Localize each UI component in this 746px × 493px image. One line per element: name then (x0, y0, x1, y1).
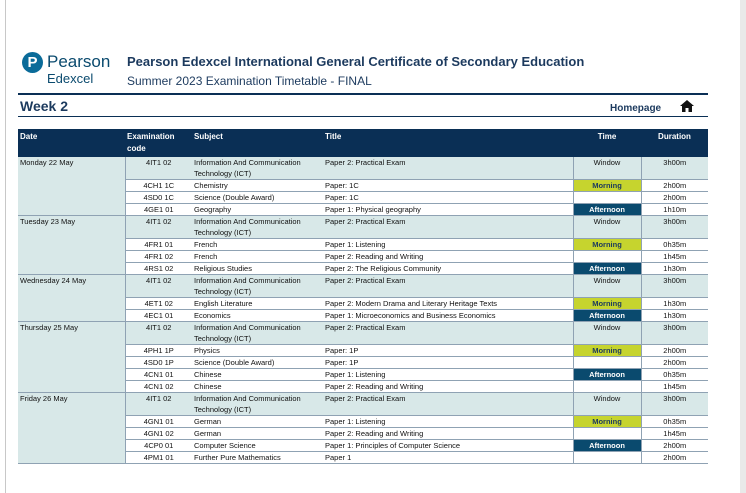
cell-date: Wednesday 24 May (18, 275, 125, 322)
cell-title: Paper: 1C (323, 180, 573, 192)
col-subject: Subject (192, 129, 323, 157)
cell-time (573, 381, 641, 393)
cell-code: 4GE1 01 (125, 204, 192, 216)
cell-title: Paper 2: Reading and Writing (323, 428, 573, 440)
table-header (18, 129, 708, 157)
document-title: Pearson Edexcel International General Certificate of Secondary Education (127, 54, 585, 69)
cell-time: Window (573, 322, 641, 345)
header-rule (18, 93, 708, 95)
cell-code: 4IT1 02 (125, 322, 192, 345)
cell-date: Monday 22 May (18, 157, 125, 216)
cell-title: Paper 1 (323, 452, 573, 464)
pearson-logo-mark: P (22, 52, 43, 73)
cell-time: Morning (573, 180, 641, 192)
cell-time: Afternoon (573, 440, 641, 452)
cell-subject: Science (Double Award) (192, 192, 323, 204)
cell-duration: 1h45m (641, 381, 708, 393)
cell-subject: German (192, 428, 323, 440)
table-row (18, 157, 708, 180)
cell-time: Morning (573, 298, 641, 310)
col-date: Date (18, 129, 125, 157)
cell-code: 4CP0 01 (125, 440, 192, 452)
cell-title: Paper: 1P (323, 357, 573, 369)
col-title: Title (323, 129, 573, 157)
cell-duration: 2h00m (641, 440, 708, 452)
cell-code: 4FR1 01 (125, 239, 192, 251)
cell-subject: Information And Communication Technology (ICT) (192, 216, 323, 239)
cell-duration: 2h00m (641, 345, 708, 357)
cell-title: Paper 2: Practical Exam (323, 157, 573, 180)
cell-time: Afternoon (573, 263, 641, 275)
cell-subject: French (192, 251, 323, 263)
cell-time (573, 452, 641, 464)
cell-code: 4SD0 1P (125, 357, 192, 369)
cell-duration: 2h00m (641, 452, 708, 464)
cell-time: Afternoon (573, 204, 641, 216)
cell-subject: Chemistry (192, 180, 323, 192)
cell-code: 4PM1 01 (125, 452, 192, 464)
cell-code: 4RS1 02 (125, 263, 192, 275)
cell-time: Morning (573, 345, 641, 357)
cell-date: Thursday 25 May (18, 322, 125, 393)
cell-code: 4IT1 02 (125, 216, 192, 239)
cell-duration: 0h35m (641, 239, 708, 251)
table-row (18, 216, 708, 239)
cell-duration: 3h00m (641, 157, 708, 180)
cell-title: Paper 1: Physical geography (323, 204, 573, 216)
timetable (18, 129, 708, 464)
cell-duration: 3h00m (641, 275, 708, 298)
page-right-edge (740, 0, 746, 493)
logo-name: Pearson (47, 52, 111, 71)
cell-time (573, 357, 641, 369)
cell-duration: 0h35m (641, 416, 708, 428)
cell-title: Paper 2: Modern Drama and Literary Heritage Texts (323, 298, 573, 310)
cell-duration: 2h00m (641, 192, 708, 204)
cell-code: 4IT1 02 (125, 393, 192, 416)
cell-duration: 1h30m (641, 263, 708, 275)
week-heading: Week 2 (20, 98, 68, 114)
cell-subject: English Literature (192, 298, 323, 310)
cell-subject: Information And Communication Technology (ICT) (192, 275, 323, 298)
cell-subject: Geography (192, 204, 323, 216)
cell-subject: Science (Double Award) (192, 357, 323, 369)
cell-code: 4CN1 02 (125, 381, 192, 393)
cell-date: Tuesday 23 May (18, 216, 125, 275)
cell-time: Window (573, 157, 641, 180)
table-row (18, 393, 708, 416)
cell-time: Afternoon (573, 310, 641, 322)
cell-subject: Computer Science (192, 440, 323, 452)
cell-time: Window (573, 393, 641, 416)
cell-duration: 1h10m (641, 204, 708, 216)
cell-subject: Information And Communication Technology (ICT) (192, 157, 323, 180)
cell-duration: 1h45m (641, 251, 708, 263)
cell-code: 4IT1 02 (125, 157, 192, 180)
cell-title: Paper 2: Reading and Writing (323, 251, 573, 263)
cell-code: 4CN1 01 (125, 369, 192, 381)
cell-code: 4ET1 02 (125, 298, 192, 310)
cell-subject: Further Pure Mathematics (192, 452, 323, 464)
col-code: Examination code (125, 129, 192, 157)
cell-title: Paper 2: Practical Exam (323, 216, 573, 239)
cell-code: 4FR1 02 (125, 251, 192, 263)
cell-subject: Chinese (192, 369, 323, 381)
cell-duration: 0h35m (641, 369, 708, 381)
col-time: Time (573, 129, 641, 157)
cell-title: Paper 2: The Religious Community (323, 263, 573, 275)
cell-subject: Economics (192, 310, 323, 322)
cell-subject: Chinese (192, 381, 323, 393)
cell-code: 4CH1 1C (125, 180, 192, 192)
homepage-link[interactable]: Homepage (610, 103, 662, 114)
cell-code: 4GN1 01 (125, 416, 192, 428)
cell-code: 4PH1 1P (125, 345, 192, 357)
cell-time: Window (573, 275, 641, 298)
table-row (18, 322, 708, 345)
cell-time (573, 192, 641, 204)
cell-subject: Physics (192, 345, 323, 357)
cell-subject: Information And Communication Technology (ICT) (192, 393, 323, 416)
cell-subject: German (192, 416, 323, 428)
cell-code: 4EC1 01 (125, 310, 192, 322)
home-icon[interactable] (680, 100, 694, 112)
document-subtitle: Summer 2023 Examination Timetable - FINAL (127, 74, 372, 88)
cell-date: Friday 26 May (18, 393, 125, 464)
logo-sub: Edexcel (47, 71, 94, 86)
cell-time: Window (573, 216, 641, 239)
cell-title: Paper 2: Practical Exam (323, 275, 573, 298)
cell-time: Morning (573, 416, 641, 428)
cell-title: Paper 2: Reading and Writing (323, 381, 573, 393)
cell-duration: 1h30m (641, 310, 708, 322)
cell-title: Paper 2: Practical Exam (323, 322, 573, 345)
cell-title: Paper 1: Microeconomics and Business Economics (323, 310, 573, 322)
cell-title: Paper 1: Listening (323, 416, 573, 428)
cell-subject: French (192, 239, 323, 251)
cell-duration: 2h00m (641, 357, 708, 369)
cell-time: Afternoon (573, 369, 641, 381)
cell-title: Paper 1: Listening (323, 369, 573, 381)
cell-duration: 2h00m (641, 180, 708, 192)
cell-code: 4IT1 02 (125, 275, 192, 298)
cell-duration: 3h00m (641, 216, 708, 239)
cell-title: Paper 1: Principles of Computer Science (323, 440, 573, 452)
cell-subject: Information And Communication Technology (ICT) (192, 322, 323, 345)
cell-code: 4GN1 02 (125, 428, 192, 440)
table-row (18, 275, 708, 298)
cell-time (573, 428, 641, 440)
cell-title: Paper 1: Listening (323, 239, 573, 251)
cell-duration: 3h00m (641, 322, 708, 345)
cell-time (573, 251, 641, 263)
week-rule (18, 116, 708, 117)
cell-time: Morning (573, 239, 641, 251)
cell-duration: 3h00m (641, 393, 708, 416)
cell-title: Paper: 1C (323, 192, 573, 204)
cell-title: Paper: 1P (323, 345, 573, 357)
cell-duration: 1h30m (641, 298, 708, 310)
cell-title: Paper 2: Practical Exam (323, 393, 573, 416)
cell-code: 4SD0 1C (125, 192, 192, 204)
cell-duration: 1h45m (641, 428, 708, 440)
cell-subject: Religious Studies (192, 263, 323, 275)
page-left-edge (5, 0, 6, 493)
col-duration: Duration (641, 129, 708, 157)
